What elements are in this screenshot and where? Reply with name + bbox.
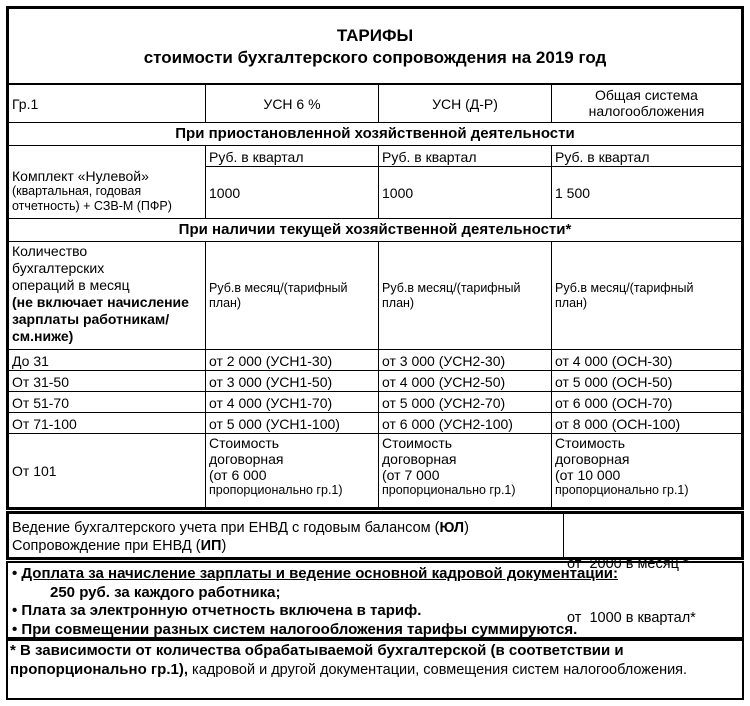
row-price: от 6 000 (ОСН-70) — [551, 391, 742, 413]
price-from: (от 7 000 — [382, 467, 440, 483]
row-range: От 51-70 — [8, 391, 206, 413]
unit-month-usn6: Руб.в месяц/(тарифный план) — [205, 241, 379, 350]
zero-price-osn: 1 500 — [551, 166, 742, 219]
section-suspended: При приостановленной хозяйственной деятельности — [8, 122, 742, 146]
note-ereport: • Плата за электронную отчетность включена в тариф. — [12, 602, 422, 619]
price-note: пропорционально гр.1) — [382, 483, 516, 497]
envd-price-cell — [563, 513, 742, 626]
envd-line2 — [12, 537, 560, 555]
note-ereport-text: Плата за электронную отчетность включена в тариф. — [21, 602, 422, 619]
footnote-text: кадровой и другой документации, совмещения систем налогообложения. — [188, 661, 688, 678]
zero-price-usn-dr: 1000 — [378, 166, 552, 219]
unit-quarter-usn6: Руб. в квартал — [205, 145, 379, 167]
envd-line2-text: Сопровождение при ЕНВД ( — [12, 538, 201, 554]
zero-package-label-cell — [8, 145, 206, 219]
title-cell — [8, 8, 742, 84]
page-subtitle: стоимости бухгалтерского сопровождения на 2019 год — [143, 48, 607, 67]
row-price: от 8 000 (ОСН-100) — [551, 412, 742, 434]
price-note: пропорционально гр.1) — [209, 483, 343, 497]
header-usn6-label: УСН 6 % — [263, 95, 321, 112]
unit-month-osn: Руб.в месяц/(тарифный план) — [551, 241, 742, 350]
header-osn: Общая система налогообложения — [551, 84, 742, 123]
row-price: от 5 000 (УСН2-70) — [378, 391, 552, 413]
ops-note: (не включает начисление зарплаты работникам/см.ниже) — [12, 294, 189, 344]
price-note: пропорционально гр.1) — [555, 483, 689, 497]
row-range: От 31-50 — [8, 370, 206, 392]
header-gr1: Гр.1 — [8, 84, 206, 123]
unit-month-usn-dr: Руб.в месяц/(тарифный план) — [378, 241, 552, 350]
note-combined: • При совмещении разных систем налогообложения тарифы суммируются. — [12, 620, 578, 638]
note-salary-price: 250 руб. за каждого работника; — [50, 583, 281, 601]
ops-label-cell — [8, 241, 206, 350]
row-price: от 5 000 (УСН1-100) — [205, 412, 379, 434]
envd-price1: от 2000 в месяц * — [567, 556, 689, 572]
header-usn-dr-label: УСН (Д-Р) — [432, 95, 498, 112]
unit-quarter-usn-dr: Руб. в квартал — [378, 145, 552, 167]
row-range: От 71-100 — [8, 412, 206, 434]
envd-label-cell — [8, 513, 564, 558]
row101-price-usn-dr — [378, 433, 552, 508]
row-price: от 3 000 (УСН1-50) — [205, 370, 379, 392]
envd-line2-bold: ИП — [200, 538, 222, 554]
footnote — [10, 642, 740, 679]
row-price: от 4 000 (УСН1-70) — [205, 391, 379, 413]
footnote-bold: * В зависимости от количества обрабатываемой бухгалтерской (в соответствии и пропорционально гр.1), — [10, 642, 624, 678]
row-price: от 3 000 (УСН2-30) — [378, 349, 552, 371]
section-active: При наличии текущей хозяйственной деятельности* — [8, 218, 742, 242]
notes — [12, 565, 740, 639]
ops-label: Количество бухгалтерских операций в месяц — [12, 243, 130, 293]
zero-package-sublabel: (квартальная, годовая отчетность) + СЗВ-М (ПФР) — [12, 184, 172, 213]
note-combined-text: При совмещении разных систем налогообложения тарифы суммируются. — [21, 620, 578, 638]
page-title: ТАРИФЫ — [336, 26, 414, 45]
price-negotiable: Стоимость договорная — [382, 435, 457, 467]
price-negotiable: Стоимость договорная — [555, 435, 630, 467]
envd-price2: от 1000 в квартал* — [567, 610, 696, 626]
row-price: от 4 000 (УСН2-50) — [378, 370, 552, 392]
row101-price-osn — [551, 433, 742, 508]
row101-price-usn6 — [205, 433, 379, 508]
row-price: от 5 000 (ОСН-50) — [551, 370, 742, 392]
price-from: (от 10 000 — [555, 467, 621, 483]
header-usn-dr — [378, 84, 552, 123]
row-price: от 2 000 (УСН1-30) — [205, 349, 379, 371]
envd-line1-bold: ЮЛ — [439, 520, 465, 536]
zero-price-usn6: 1000 — [205, 166, 379, 219]
price-negotiable: Стоимость договорная — [209, 435, 284, 467]
row-range: До 31 — [8, 349, 206, 371]
row-range: От 101 — [8, 433, 206, 508]
envd-line1-text: Ведение бухгалтерского учета при ЕНВД с годовым балансом ( — [12, 520, 440, 536]
envd-close: ) — [221, 538, 227, 554]
zero-package-label: Комплект «Нулевой» — [12, 168, 149, 184]
row-price: от 6 000 (УСН2-100) — [378, 412, 552, 434]
unit-quarter-osn: Руб. в квартал — [551, 145, 742, 167]
note-salary-text: Доплата за начисление зарплаты и ведение основной кадровой документации: — [21, 565, 619, 582]
header-usn6 — [205, 84, 379, 123]
envd-line1 — [12, 519, 560, 537]
row-price: от 4 000 (ОСН-30) — [551, 349, 742, 371]
note-salary: • Доплата за начисление зарплаты и ведение основной кадровой документации: — [12, 565, 619, 582]
envd-close: ) — [464, 520, 469, 536]
price-from: (от 6 000 — [209, 467, 267, 483]
